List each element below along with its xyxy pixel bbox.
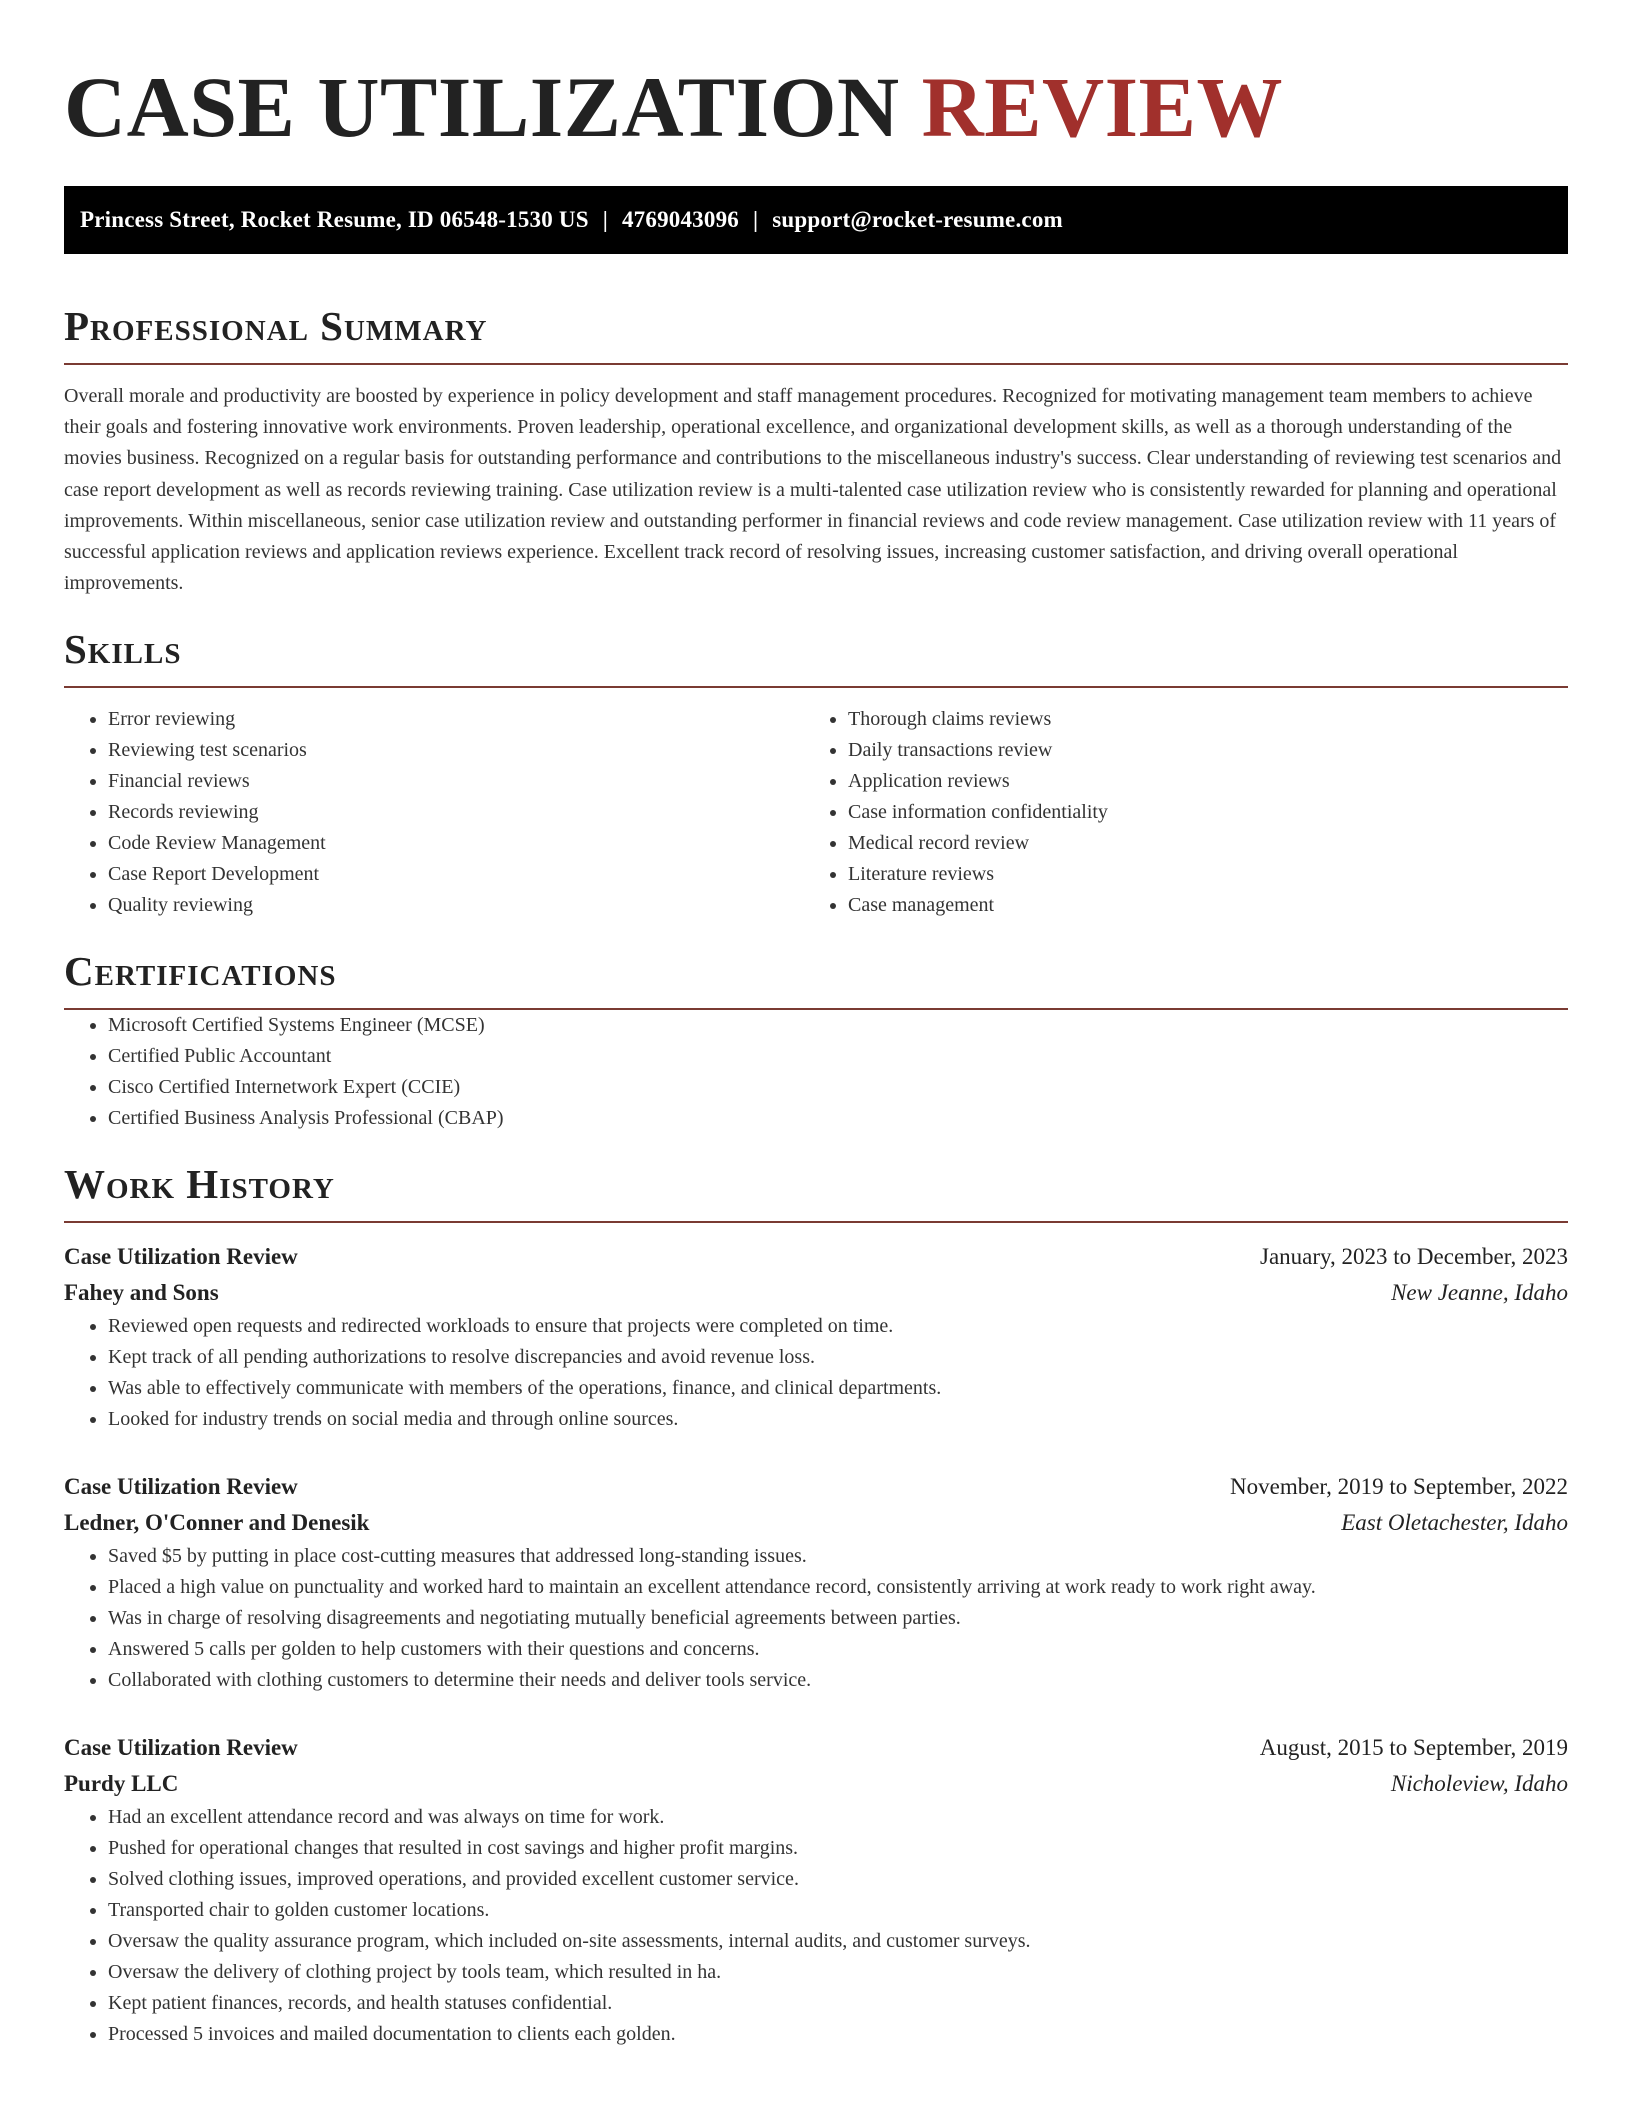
job-dates: January, 2023 to December, 2023 <box>1260 1244 1568 1270</box>
job-duty-item: • Answered 5 calls per golden to help customers with their questions and concerns. <box>108 1634 1568 1665</box>
contact-phone: 4769043096 <box>621 207 739 232</box>
job-location: New Jeanne, Idaho <box>1391 1280 1568 1306</box>
contact-email: support@rocket-resume.com <box>772 207 1063 232</box>
contact-address: Princess Street, Rocket Resume, ID 06548-1530 US <box>80 207 589 232</box>
name-accent: REVIEW <box>921 59 1283 155</box>
skills-column-right <box>804 704 1544 921</box>
skills-list-left <box>64 704 804 921</box>
skill-item: • Code Review Management <box>108 828 804 859</box>
job-company: Purdy LLC <box>64 1771 179 1797</box>
job-dates: November, 2019 to September, 2022 <box>1230 1474 1568 1500</box>
job-duty-item: • Looked for industry trends on social media and through online sources. <box>108 1404 1568 1435</box>
job-duties-list <box>64 1541 1568 1696</box>
skills-list-right <box>804 704 1544 921</box>
job-header-row <box>64 1469 1568 1505</box>
job-entry <box>64 1730 1568 2050</box>
certification-item: • Certified Public Accountant <box>108 1041 1568 1072</box>
certification-item: • Microsoft Certified Systems Engineer (MCSE) <box>108 1010 1568 1041</box>
job-duty-item: • Oversaw the delivery of clothing project by tools team, which resulted in ha. <box>108 1957 1568 1988</box>
section-divider <box>64 363 1568 365</box>
skill-item: • Thorough claims reviews <box>848 704 1544 735</box>
job-duty-item: • Solved clothing issues, improved operations, and provided excellent customer service. <box>108 1864 1568 1895</box>
work-history-section <box>64 1161 1568 2050</box>
skill-item: • Medical record review <box>848 828 1544 859</box>
certification-item: • Cisco Certified Internetwork Expert (CCIE) <box>108 1072 1568 1103</box>
job-title: Case Utilization Review <box>64 1244 298 1270</box>
job-header-row <box>64 1239 1568 1275</box>
job-company-row <box>64 1766 1568 1802</box>
skills-grid <box>64 704 1568 921</box>
job-duty-item: • Collaborated with clothing customers to determine their needs and deliver tools service. <box>108 1665 1568 1696</box>
skill-item: • Reviewing test scenarios <box>108 735 804 766</box>
certifications-list <box>64 1010 1568 1134</box>
job-entry <box>64 1239 1568 1435</box>
job-entry <box>64 1469 1568 1696</box>
contact-separator: | <box>752 207 759 232</box>
job-duty-item: • Oversaw the quality assurance program, which included on-site assessments, internal audits, and customer surveys. <box>108 1926 1568 1957</box>
job-title: Case Utilization Review <box>64 1735 298 1761</box>
section-heading-certifications: Certifications <box>64 948 337 995</box>
job-company-row <box>64 1505 1568 1541</box>
job-location: East Oletachester, Idaho <box>1341 1510 1568 1536</box>
job-duty-item: • Kept track of all pending authorizations to resolve discrepancies and avoid revenue loss. <box>108 1342 1568 1373</box>
skill-item: • Case information confidentiality <box>848 797 1544 828</box>
certification-item: • Certified Business Analysis Professional (CBAP) <box>108 1103 1568 1134</box>
contact-separator: | <box>602 207 608 232</box>
job-duty-item: • Pushed for operational changes that resulted in cost savings and higher profit margins. <box>108 1833 1568 1864</box>
job-duty-item: • Transported chair to golden customer locations. <box>108 1895 1568 1926</box>
section-heading-summary: Professional Summary <box>64 303 488 349</box>
resume-page <box>64 0 1568 2050</box>
skills-column-left <box>64 704 804 921</box>
job-duty-item: • Saved $5 by putting in place cost-cutting measures that addressed long-standing issues. <box>108 1541 1568 1572</box>
resume-name-heading <box>64 59 1568 155</box>
skills-section <box>64 626 1568 921</box>
skill-item: • Literature reviews <box>848 859 1544 890</box>
skill-item: • Quality reviewing <box>108 890 804 921</box>
job-duties-list <box>64 1802 1568 2050</box>
job-duty-item: • Reviewed open requests and redirected workloads to ensure that projects were completed on time. <box>108 1311 1568 1342</box>
section-divider <box>64 1221 1568 1223</box>
skill-item: • Financial reviews <box>108 766 804 797</box>
job-company: Fahey and Sons <box>64 1280 219 1306</box>
certifications-section <box>64 948 1568 1134</box>
skill-item: • Case Report Development <box>108 859 804 890</box>
professional-summary-section <box>64 303 1568 599</box>
skill-item: • Daily transactions review <box>848 735 1544 766</box>
section-heading-work-history: Work History <box>64 1161 335 1208</box>
skill-item: • Error reviewing <box>108 704 804 735</box>
job-header-row <box>64 1730 1568 1766</box>
job-location: Nicholeview, Idaho <box>1390 1771 1568 1797</box>
job-duty-item: • Kept patient finances, records, and health statuses confidential. <box>108 1988 1568 2019</box>
job-duty-item: • Processed 5 invoices and mailed documentation to clients each golden. <box>108 2019 1568 2050</box>
job-company: Ledner, O'Conner and Denesik <box>64 1510 370 1536</box>
job-duties-list <box>64 1311 1568 1435</box>
skill-item: • Application reviews <box>848 766 1544 797</box>
job-title: Case Utilization Review <box>64 1474 298 1500</box>
skill-item: • Case management <box>848 890 1544 921</box>
job-duty-item: • Placed a high value on punctuality and worked hard to maintain an excellent attendance record, consistently arriving at work ready to work right away. <box>108 1572 1568 1603</box>
section-divider <box>64 686 1568 688</box>
contact-bar <box>64 186 1568 254</box>
job-duty-item: • Was in charge of resolving disagreements and negotiating mutually beneficial agreements between parties. <box>108 1603 1568 1634</box>
section-heading-skills: Skills <box>64 626 182 673</box>
job-company-row <box>64 1275 1568 1311</box>
job-duty-item: • Had an excellent attendance record and was always on time for work. <box>108 1802 1568 1833</box>
skill-item: • Records reviewing <box>108 797 804 828</box>
job-dates: August, 2015 to September, 2019 <box>1259 1735 1568 1761</box>
summary-paragraph: Overall morale and productivity are boosted by experience in policy development and staff management procedures. Recognized for motivating management team members to achieve their goals and fostering innovative work environments. Proven leadership, operational excellence, and organizational development skills, as well as a thorough understanding of the movies business. Recognized on a regular basis for outstanding performance and contributions to the miscellaneous industry's success. Clear understanding of reviewing test scenarios and case report development as well as records reviewing training. Case utilization review is a multi-talented case utilization review who is consistently rewarded for planning and operational improvements. Within miscellaneous, senior case utilization review and outstanding performer in financial reviews and code review management. Case utilization review with 11 years of successful application reviews and application reviews experience. Excellent track record of resolving issues, increasing customer satisfaction, and driving overall operational improvements. <box>64 385 1562 595</box>
job-duty-item: • Was able to effectively communicate with members of the operations, finance, and clinical departments. <box>108 1373 1568 1404</box>
name-primary: CASE UTILIZATION <box>64 59 900 155</box>
